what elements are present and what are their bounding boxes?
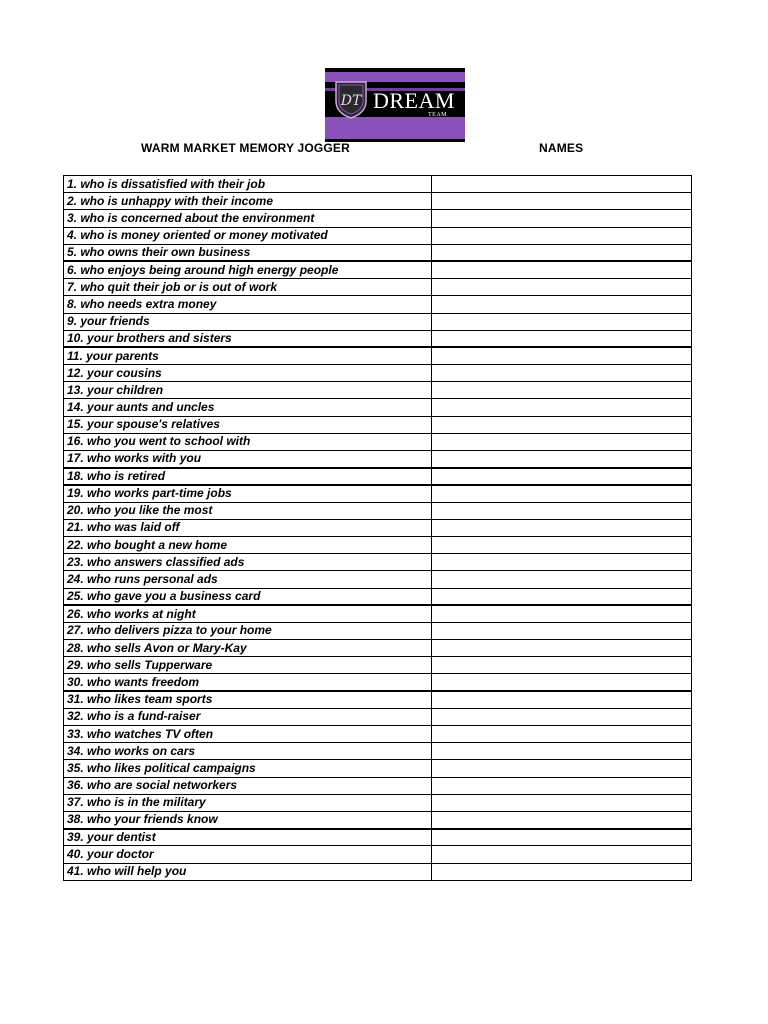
name-entry-cell[interactable] (432, 846, 692, 863)
prompt-cell: 21. who was laid off (64, 519, 432, 536)
prompt-cell: 1. who is dissatisfied with their job (64, 176, 432, 193)
name-entry-cell[interactable] (432, 674, 692, 691)
prompt-cell: 22. who bought a new home (64, 536, 432, 553)
name-entry-cell[interactable] (432, 863, 692, 880)
prompt-cell: 25. who gave you a business card (64, 588, 432, 605)
prompt-cell: 13. your children (64, 382, 432, 399)
prompt-cell: 3. who is concerned about the environment (64, 210, 432, 227)
name-entry-cell[interactable] (432, 296, 692, 313)
name-entry-cell[interactable] (432, 502, 692, 519)
name-entry-cell[interactable] (432, 399, 692, 416)
logo-initials: DT (340, 93, 362, 109)
table-row (64, 210, 692, 227)
prompt-cell: 10. your brothers and sisters (64, 330, 432, 347)
prompt-cell: 26. who works at night (64, 605, 432, 622)
table-row (64, 708, 692, 725)
name-entry-cell[interactable] (432, 468, 692, 485)
name-entry-cell[interactable] (432, 382, 692, 399)
table-row (64, 811, 692, 828)
table-row (64, 657, 692, 674)
name-entry-cell[interactable] (432, 777, 692, 794)
name-entry-cell[interactable] (432, 605, 692, 622)
table-row (64, 485, 692, 502)
name-entry-cell[interactable] (432, 261, 692, 278)
name-entry-cell[interactable] (432, 588, 692, 605)
dream-team-logo (325, 68, 465, 142)
table-row (64, 193, 692, 210)
table-row (64, 829, 692, 846)
prompt-cell: 6. who enjoys being around high energy people (64, 261, 432, 278)
prompt-cell: 20. who you like the most (64, 502, 432, 519)
table-row (64, 416, 692, 433)
name-entry-cell[interactable] (432, 554, 692, 571)
table-row (64, 279, 692, 296)
name-entry-cell[interactable] (432, 640, 692, 657)
name-entry-cell[interactable] (432, 536, 692, 553)
prompt-cell: 18. who is retired (64, 468, 432, 485)
memory-jogger-table (63, 175, 692, 881)
table-row (64, 691, 692, 708)
prompt-cell: 23. who answers classified ads (64, 554, 432, 571)
prompt-cell: 38. who your friends know (64, 811, 432, 828)
name-entry-cell[interactable] (432, 416, 692, 433)
prompt-cell: 12. your cousins (64, 365, 432, 382)
prompt-cell: 4. who is money oriented or money motivated (64, 227, 432, 244)
name-entry-cell[interactable] (432, 691, 692, 708)
prompt-cell: 28. who sells Avon or Mary-Kay (64, 640, 432, 657)
name-entry-cell[interactable] (432, 811, 692, 828)
table-row (64, 244, 692, 261)
prompt-cell: 2. who is unhappy with their income (64, 193, 432, 210)
name-entry-cell[interactable] (432, 743, 692, 760)
table-row (64, 468, 692, 485)
name-entry-cell[interactable] (432, 451, 692, 468)
name-entry-cell[interactable] (432, 210, 692, 227)
table-row (64, 382, 692, 399)
name-entry-cell[interactable] (432, 571, 692, 588)
prompt-cell: 7. who quit their job or is out of work (64, 279, 432, 296)
prompt-cell: 39. your dentist (64, 829, 432, 846)
name-entry-cell[interactable] (432, 279, 692, 296)
table-row (64, 227, 692, 244)
name-entry-cell[interactable] (432, 433, 692, 450)
prompt-cell: 37. who is in the military (64, 794, 432, 811)
prompt-cell: 8. who needs extra money (64, 296, 432, 313)
table-row (64, 502, 692, 519)
prompt-cell: 17. who works with you (64, 451, 432, 468)
table-row (64, 519, 692, 536)
name-entry-cell[interactable] (432, 193, 692, 210)
prompt-cell: 33. who watches TV often (64, 726, 432, 743)
prompt-cell: 15. your spouse's relatives (64, 416, 432, 433)
prompt-cell: 35. who likes political campaigns (64, 760, 432, 777)
name-entry-cell[interactable] (432, 622, 692, 639)
table-row (64, 571, 692, 588)
prompt-cell: 29. who sells Tupperware (64, 657, 432, 674)
prompt-cell: 32. who is a fund-raiser (64, 708, 432, 725)
table-row (64, 674, 692, 691)
prompt-cell: 24. who runs personal ads (64, 571, 432, 588)
table-row (64, 726, 692, 743)
prompt-cell: 34. who works on cars (64, 743, 432, 760)
logo-stripe (325, 117, 465, 139)
table-row (64, 330, 692, 347)
table-row (64, 743, 692, 760)
name-entry-cell[interactable] (432, 485, 692, 502)
table-row (64, 176, 692, 193)
table-row (64, 605, 692, 622)
name-entry-cell[interactable] (432, 365, 692, 382)
prompt-cell: 40. your doctor (64, 846, 432, 863)
name-entry-cell[interactable] (432, 726, 692, 743)
table-row (64, 760, 692, 777)
prompt-cell: 27. who delivers pizza to your home (64, 622, 432, 639)
name-entry-cell[interactable] (432, 519, 692, 536)
name-entry-cell[interactable] (432, 760, 692, 777)
name-entry-cell[interactable] (432, 176, 692, 193)
prompt-cell: 16. who you went to school with (64, 433, 432, 450)
table-row (64, 554, 692, 571)
name-entry-cell[interactable] (432, 244, 692, 261)
name-entry-cell[interactable] (432, 347, 692, 364)
table-row (64, 794, 692, 811)
table-row (64, 640, 692, 657)
prompt-cell: 41. who will help you (64, 863, 432, 880)
prompt-cell: 31. who likes team sports (64, 691, 432, 708)
table-row (64, 622, 692, 639)
table-row (64, 588, 692, 605)
prompt-cell: 19. who works part-time jobs (64, 485, 432, 502)
name-entry-cell[interactable] (432, 794, 692, 811)
prompt-cell: 5. who owns their own business (64, 244, 432, 261)
logo-subword: TEAM (428, 112, 447, 118)
name-entry-cell[interactable] (432, 330, 692, 347)
table-row (64, 313, 692, 330)
table-row (64, 451, 692, 468)
table-row (64, 536, 692, 553)
prompt-cell: 30. who wants freedom (64, 674, 432, 691)
prompt-cell: 14. your aunts and uncles (64, 399, 432, 416)
prompt-cell: 11. your parents (64, 347, 432, 364)
name-entry-cell[interactable] (432, 657, 692, 674)
table-row (64, 296, 692, 313)
table-row (64, 365, 692, 382)
prompt-cell: 9. your friends (64, 313, 432, 330)
table-row (64, 777, 692, 794)
page-title: WARM MARKET MEMORY JOGGER (141, 141, 351, 155)
table-row (64, 261, 692, 278)
shield-emblem-icon (333, 79, 369, 119)
names-column-label: NAMES (539, 141, 584, 155)
table-row (64, 846, 692, 863)
name-entry-cell[interactable] (432, 829, 692, 846)
name-entry-cell[interactable] (432, 227, 692, 244)
table-row (64, 433, 692, 450)
table-row (64, 399, 692, 416)
logo-wordmark: DREAM (373, 88, 455, 113)
table-row (64, 863, 692, 880)
table-row (64, 347, 692, 364)
name-entry-cell[interactable] (432, 708, 692, 725)
prompt-cell: 36. who are social networkers (64, 777, 432, 794)
name-entry-cell[interactable] (432, 313, 692, 330)
